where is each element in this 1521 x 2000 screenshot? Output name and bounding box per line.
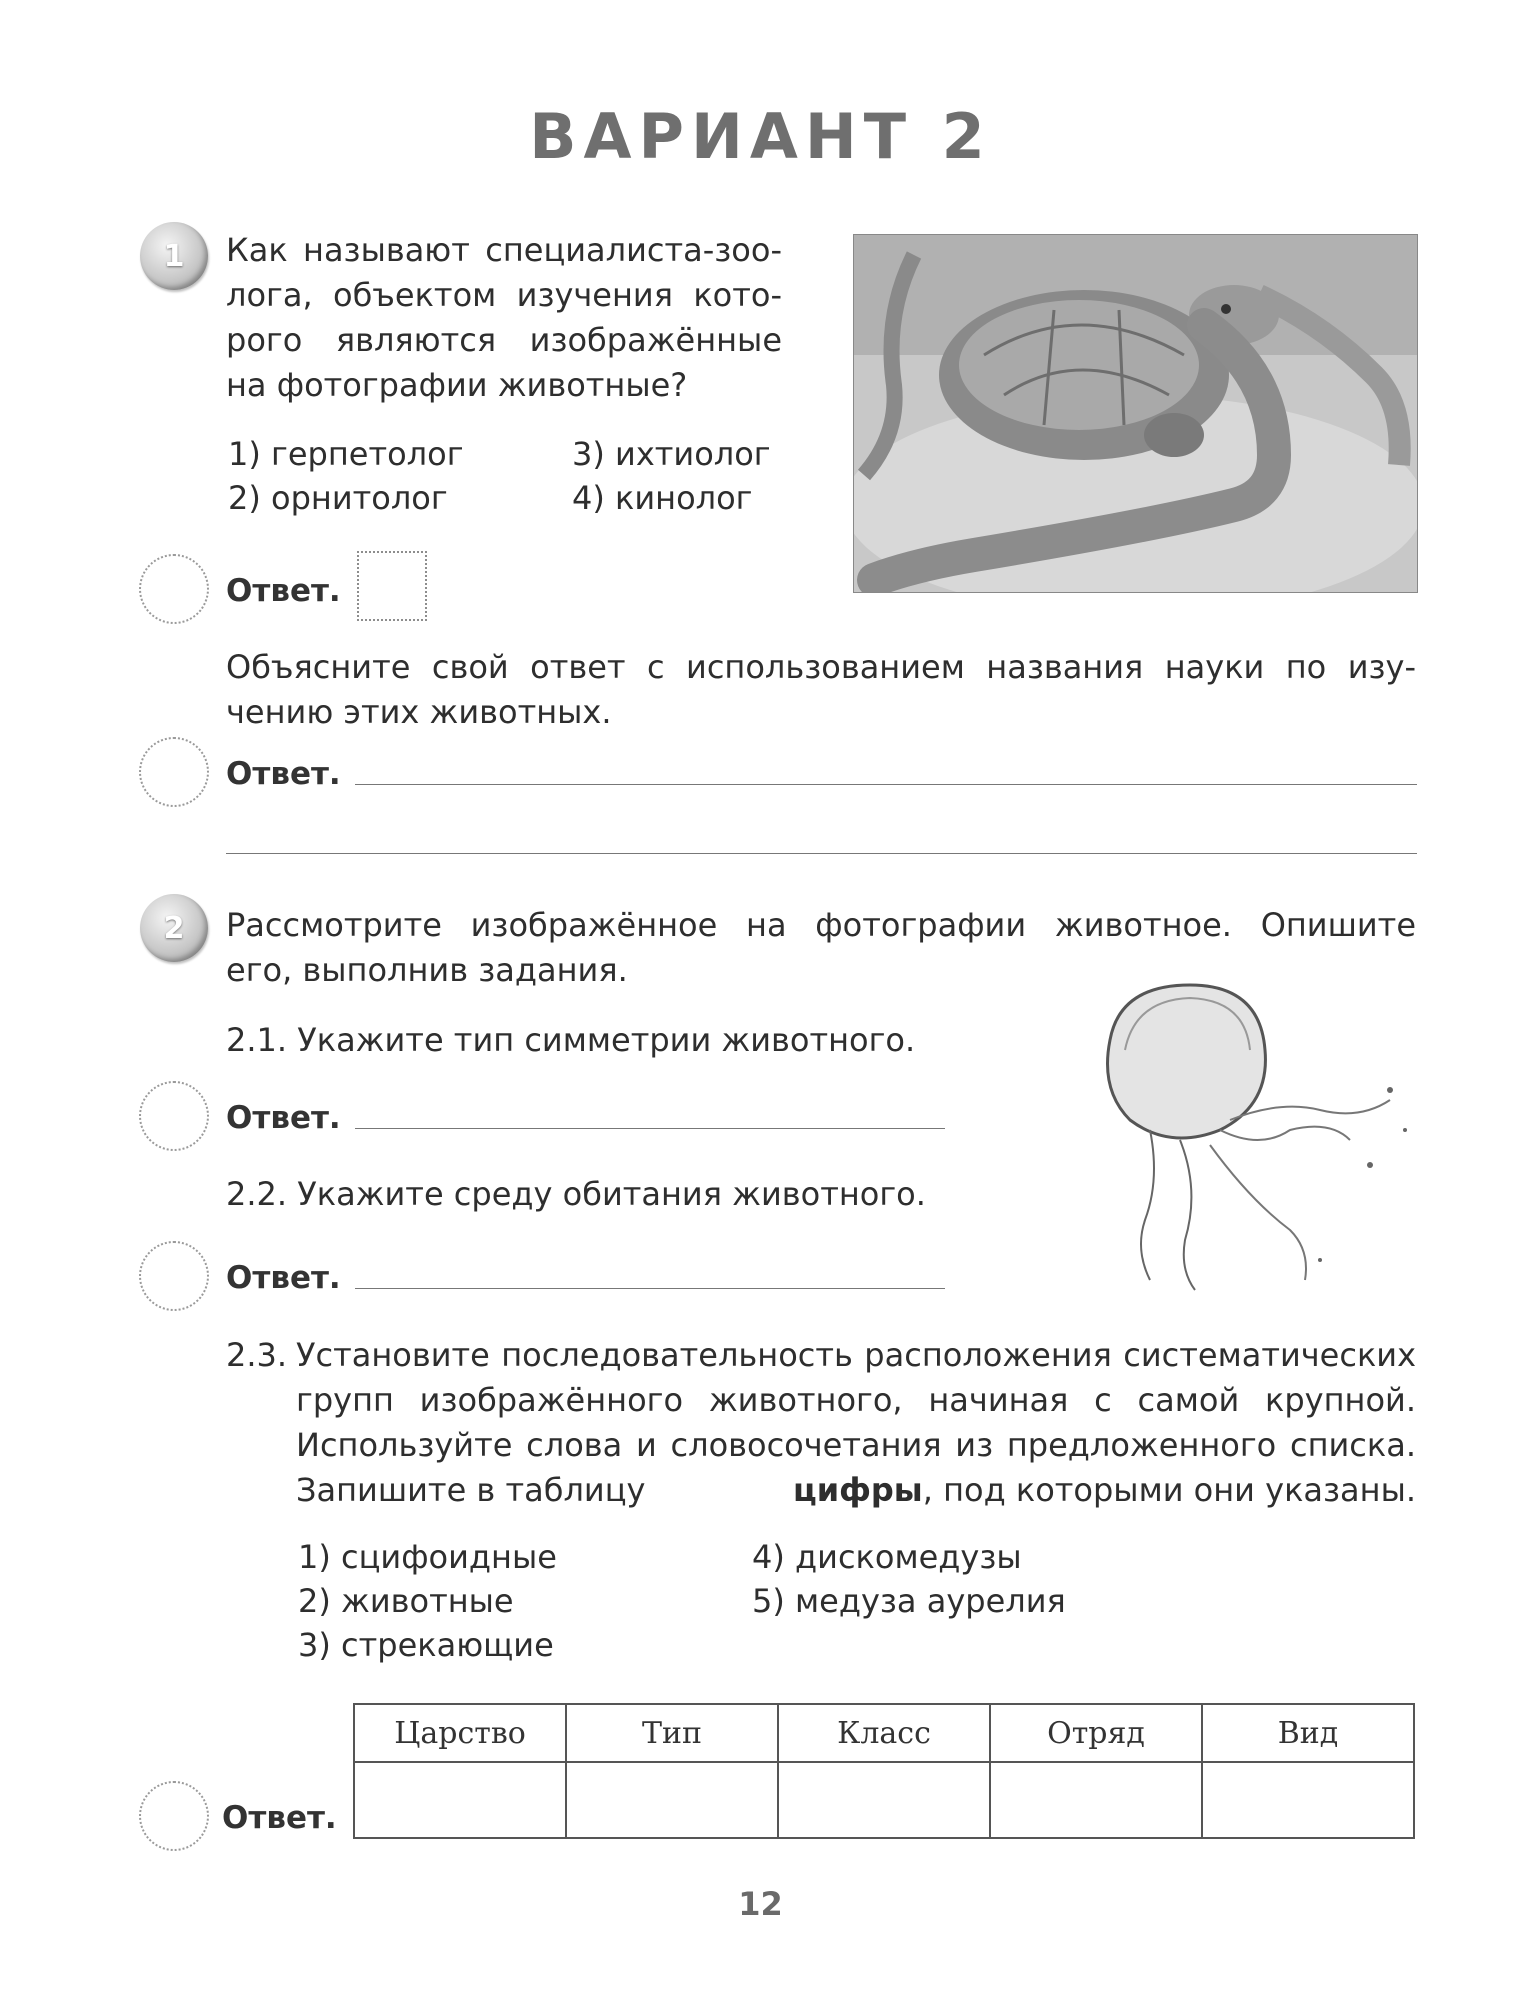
answer-line[interactable]	[226, 853, 1417, 854]
q2-subtask-2: 2.2. Укажите среду обитания животного.	[226, 1175, 926, 1213]
q1-answer-box[interactable]	[357, 551, 427, 621]
q2-option-5: 5) медуза аурелия	[752, 1582, 1066, 1620]
q1-option-3: 3) ихтиолог	[572, 435, 771, 473]
q2-s3-bold-word: цифры	[792, 1471, 923, 1509]
score-circle	[139, 1081, 209, 1151]
answer-line[interactable]	[355, 784, 1417, 785]
question-number: 1	[163, 238, 185, 274]
q2-s3-line-4b: , под которыми они указаны.	[922, 1471, 1416, 1509]
q2-s3-prefix: 2.3.	[226, 1336, 288, 1374]
q1-option-1: 1) герпетолог	[228, 435, 464, 473]
q1-explain-line-2: чению этих животных.	[226, 693, 612, 731]
table-header-row	[354, 1704, 1414, 1762]
score-circle	[139, 554, 209, 624]
taxonomy-table	[353, 1703, 1415, 1839]
question-number-badge	[140, 894, 208, 962]
page-number: 12	[738, 1885, 783, 1923]
table-answer-cell[interactable]	[778, 1762, 990, 1838]
table-answer-cell[interactable]	[566, 1762, 778, 1838]
q2-s1-answer-label: Ответ.	[226, 1100, 341, 1136]
table-answer-row	[354, 1762, 1414, 1838]
question-number-badge	[140, 222, 208, 290]
score-circle	[139, 1241, 209, 1311]
q2-option-3: 3) стрекающие	[298, 1626, 554, 1664]
table-header-cell: Отряд	[990, 1704, 1202, 1762]
q2-option-4: 4) дискомедузы	[752, 1538, 1022, 1576]
table-header-cell: Вид	[1202, 1704, 1414, 1762]
table-header-cell: Класс	[778, 1704, 990, 1762]
score-circle	[139, 737, 209, 807]
table-answer-cell[interactable]	[990, 1762, 1202, 1838]
q2-option-2: 2) животные	[298, 1582, 514, 1620]
q1-line-3: рого являются изображённые	[226, 321, 782, 359]
answer-line[interactable]	[355, 1128, 945, 1129]
q2-s3-line-4a: Запишите в таблицу	[296, 1471, 646, 1509]
q2-s2-answer-label: Ответ.	[226, 1260, 341, 1296]
answer-line[interactable]	[355, 1288, 945, 1289]
score-circle	[139, 1781, 209, 1851]
q1-line-2: лога, объектом изучения кото-	[226, 276, 782, 314]
table-answer-cell[interactable]	[354, 1762, 566, 1838]
jellyfish-photo	[1090, 980, 1420, 1300]
page-title: ВАРИАНТ 2	[529, 100, 992, 173]
q1-explain-line-1: Объясните свой ответ с использованием названия науки по изу-	[226, 648, 1416, 686]
table-header-cell: Царство	[354, 1704, 566, 1762]
jellyfish-illustration	[1090, 980, 1420, 1300]
q1-line-4: на фотографии животные?	[226, 366, 688, 404]
q1-answer-label: Ответ.	[226, 573, 341, 609]
q2-s3-line-4	[296, 1468, 1416, 1513]
table-answer-cell[interactable]	[1202, 1762, 1414, 1838]
q1-answer-label-2: Ответ.	[226, 756, 341, 792]
q2-intro-line-1: Рассмотрите изображённое на фотографии животное. Опишите	[226, 906, 1416, 944]
turtle-iguana-photo	[853, 234, 1418, 593]
q1-option-2: 2) орнитолог	[228, 479, 448, 517]
q2-s3-line-2: групп изображённого животного, начиная с самой крупной.	[296, 1381, 1416, 1419]
question-number: 2	[163, 910, 185, 946]
table-header-cell: Тип	[566, 1704, 778, 1762]
q2-s3-answer-label: Ответ.	[222, 1800, 337, 1836]
turtle-iguana-illustration	[854, 235, 1417, 592]
q2-s3-line-3: Используйте слова и словосочетания из предложенного списка.	[296, 1426, 1416, 1464]
q2-option-1: 1) сцифоидные	[298, 1538, 557, 1576]
q2-subtask-1: 2.1. Укажите тип симметрии животного.	[226, 1021, 916, 1059]
q2-intro-line-2: его, выполнив задания.	[226, 951, 628, 989]
q2-s3-line-1: Установите последовательность расположения систематических	[296, 1336, 1416, 1374]
q1-line-1: Как называют специалиста-зоо-	[226, 231, 782, 269]
q1-option-4: 4) кинолог	[572, 479, 753, 517]
